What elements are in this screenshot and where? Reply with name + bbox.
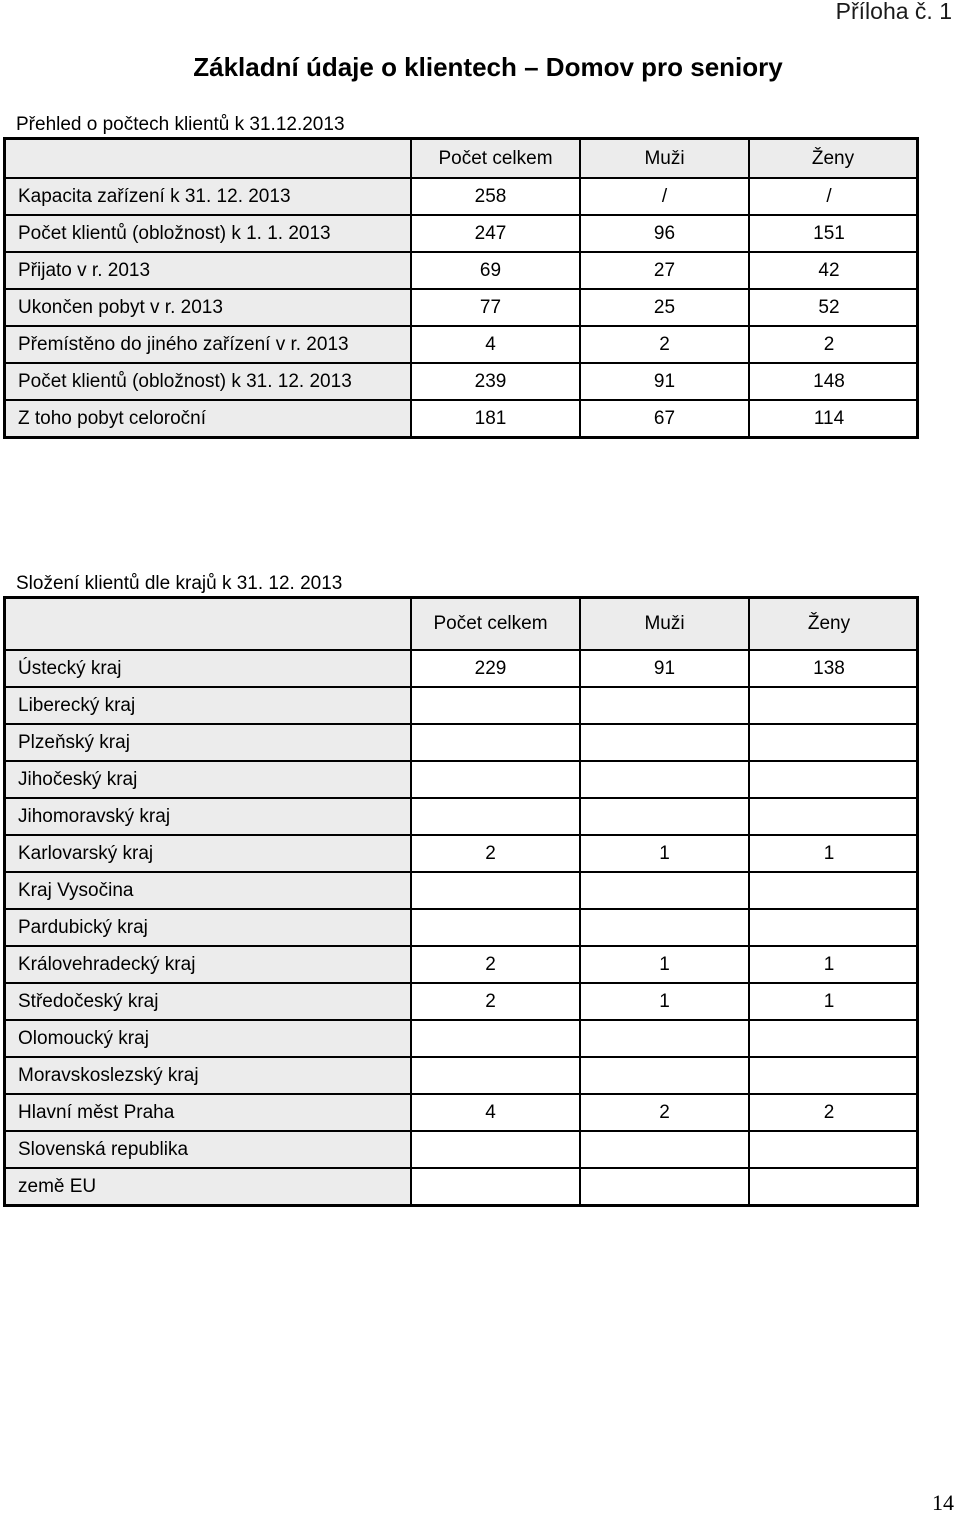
cell-women: 148 [749,363,917,400]
table-row [5,1020,917,1057]
header-cell-empty [5,139,411,178]
cell-total [411,1057,580,1094]
cell-total: 69 [411,252,580,289]
annex-label: Příloha č. 1 [835,0,952,24]
cell-men [580,909,749,946]
header-total: Počet celkem [411,139,580,178]
row-label: Kapacita zařízení k 31. 12. 2013 [5,178,411,215]
cell-women: 114 [749,400,917,437]
cell-total [411,909,580,946]
cell-women [749,909,917,946]
row-label: Olomoucký kraj [5,1020,411,1057]
table-row [5,400,917,437]
page-title: Základní údaje o klientech – Domov pro seniory [193,52,783,82]
cell-women [749,1057,917,1094]
cell-total [411,1131,580,1168]
row-label: Přijato v r. 2013 [5,252,411,289]
table-row [5,1168,917,1205]
header-women: Ženy [749,139,917,178]
cell-men: 2 [580,326,749,363]
cell-total [411,1020,580,1057]
cell-women [749,872,917,909]
regions-table [4,597,918,1206]
row-label: Ukončen pobyt v r. 2013 [5,289,411,326]
cell-men [580,1168,749,1205]
cell-total [411,687,580,724]
cell-total: 4 [411,326,580,363]
cell-men: / [580,178,749,215]
cell-total: 77 [411,289,580,326]
header-men: Muži [580,139,749,178]
row-label: Jihomoravský kraj [5,798,411,835]
header-cell-empty [5,598,411,650]
cell-women: 42 [749,252,917,289]
cell-total: 2 [411,983,580,1020]
table-row [5,1131,917,1168]
cell-men: 25 [580,289,749,326]
table-row [5,1094,917,1131]
cell-total [411,761,580,798]
cell-women: 2 [749,326,917,363]
row-label: Počet klientů (obložnost) k 31. 12. 2013 [5,363,411,400]
table-row [5,798,917,835]
cell-women: 1 [749,983,917,1020]
table-row [5,363,917,400]
table-row [5,909,917,946]
cell-men: 1 [580,946,749,983]
row-label: Slovenská republika [5,1131,411,1168]
row-label: Počet klientů (obložnost) k 1. 1. 2013 [5,215,411,252]
cell-women: 1 [749,835,917,872]
cell-total [411,798,580,835]
row-label: Liberecký kraj [5,687,411,724]
table-row [5,687,917,724]
table-row [5,326,917,363]
cell-total: 258 [411,178,580,215]
cell-women [749,761,917,798]
cell-women [749,687,917,724]
cell-men [580,1057,749,1094]
cell-men: 1 [580,983,749,1020]
table-row [5,215,917,252]
cell-women [749,1168,917,1205]
table-row [5,178,917,215]
table-row [5,872,917,909]
table-row [5,983,917,1020]
table-header-row [5,598,917,650]
cell-men: 91 [580,363,749,400]
cell-total [411,1168,580,1205]
row-label: Středočeský kraj [5,983,411,1020]
cell-women: 2 [749,1094,917,1131]
table-row [5,650,917,687]
cell-men: 91 [580,650,749,687]
header-total: Počet celkem [411,598,580,650]
row-label: Ústecký kraj [5,650,411,687]
table-row [5,252,917,289]
client-count-table [4,138,918,438]
cell-total: 2 [411,835,580,872]
section1-caption: Přehled o počtech klientů k 31.12.2013 [16,114,345,135]
cell-women: 52 [749,289,917,326]
table-header-row [5,139,917,178]
cell-women [749,1131,917,1168]
cell-men: 96 [580,215,749,252]
cell-women [749,724,917,761]
row-label: země EU [5,1168,411,1205]
cell-women: 1 [749,946,917,983]
cell-total: 239 [411,363,580,400]
table-row [5,946,917,983]
cell-men [580,1131,749,1168]
cell-men [580,798,749,835]
row-label: Přemístěno do jiného zařízení v r. 2013 [5,326,411,363]
header-women: Ženy [749,598,917,650]
row-label: Hlavní měst Praha [5,1094,411,1131]
row-label: Moravskoslezský kraj [5,1057,411,1094]
cell-men [580,761,749,798]
row-label: Královehradecký kraj [5,946,411,983]
cell-total: 229 [411,650,580,687]
cell-women [749,1020,917,1057]
cell-men: 2 [580,1094,749,1131]
cell-total: 2 [411,946,580,983]
row-label: Z toho pobyt celoroční [5,400,411,437]
row-label: Plzeňský kraj [5,724,411,761]
cell-total [411,872,580,909]
table-row [5,289,917,326]
row-label: Jihočeský kraj [5,761,411,798]
cell-men [580,724,749,761]
cell-men: 1 [580,835,749,872]
table-row [5,724,917,761]
cell-women: 151 [749,215,917,252]
page-number: 14 [932,1490,954,1515]
cell-women: 138 [749,650,917,687]
table-row [5,1057,917,1094]
cell-total [411,724,580,761]
cell-women [749,798,917,835]
cell-total: 181 [411,400,580,437]
table-row [5,761,917,798]
row-label: Karlovarský kraj [5,835,411,872]
cell-men [580,872,749,909]
cell-men [580,687,749,724]
cell-total: 4 [411,1094,580,1131]
section2-caption: Složení klientů dle krajů k 31. 12. 2013 [16,573,343,594]
cell-total: 247 [411,215,580,252]
row-label: Pardubický kraj [5,909,411,946]
cell-women: / [749,178,917,215]
cell-men: 27 [580,252,749,289]
cell-men [580,1020,749,1057]
header-men: Muži [580,598,749,650]
row-label: Kraj Vysočina [5,872,411,909]
cell-men: 67 [580,400,749,437]
table-row [5,835,917,872]
